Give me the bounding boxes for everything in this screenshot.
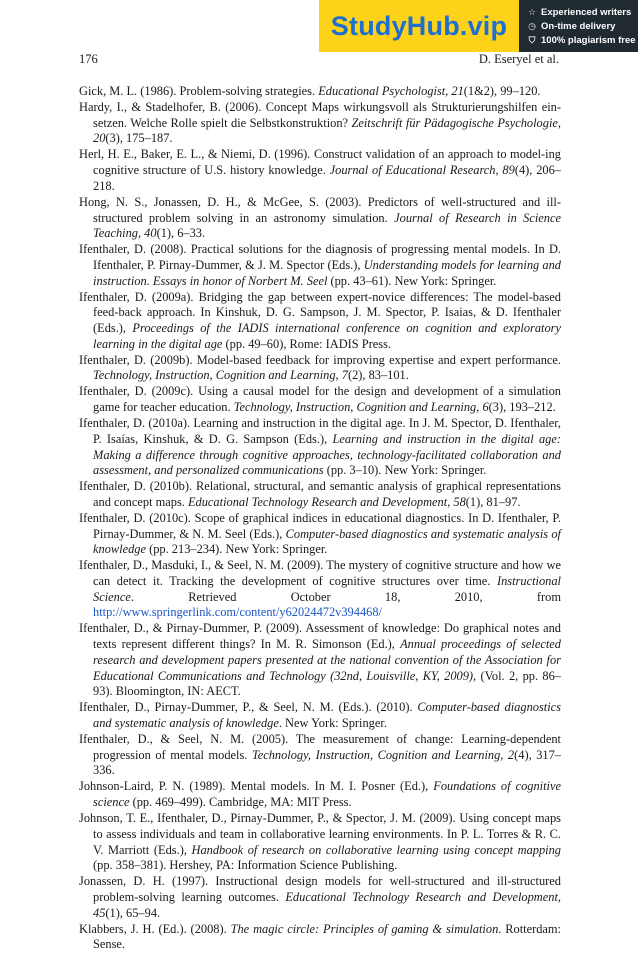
reference-text: (4), 317–336. xyxy=(93,747,561,778)
reference-text: (pp. 213–234). New York: Springer. xyxy=(146,542,328,557)
reference-entry xyxy=(79,147,561,194)
reference-source-title: Proceedings of the IADIS international conference on cognition and exploratory learning in the digital age xyxy=(93,321,561,351)
reference-entry xyxy=(79,732,561,779)
reference-source-title: Technology, Instruction, Cognition and Learning, 6 xyxy=(233,400,489,415)
reference-text: Ifenthaler, D. (2008). Practical solutions for the diagnosis of progressing mental models. In D. Ifenthaler, P. Pirnay-Dummer, & J. M. Spector (Eds.), xyxy=(79,242,561,272)
running-head: D. Eseryel et al. xyxy=(478,52,559,66)
reference-source-title: Technology, Instruction, Cognition and Learning, 7 xyxy=(93,368,348,383)
reference-entry xyxy=(79,416,561,479)
reference-text: (pp. 358–381). Hershey, PA: Information Science Publishing. xyxy=(93,858,398,873)
reference-text: Ifenthaler, D. (2009a). Bridging the gap between expert-novice differences: The model-based feed-back approach. In Kinshuk, D. G. Sampson, J. M. Spector, P. Isaias, & D. Ifenthaler (Eds.), xyxy=(79,289,561,336)
reference-text: (1), 65–94. xyxy=(105,905,161,920)
reference-entry xyxy=(79,384,561,415)
reference-source-title: Annual proceedings of selected research and development papers presented at the national convention of the Association for Educational Communications and Technology (32nd, Louisville, KY, 2009) xyxy=(93,637,561,683)
reference-text: Ifenthaler, D., Masduki, I., & Seel, N. M. (2009). The mystery of cognitive structure and how we can detect it. Tracking the development of cognitive structures over time. xyxy=(79,558,561,589)
reference-text: Hardy, I., & Stadelhofer, B. (2006). Concept Maps wirkungsvoll als Strukturierungshilfen ein-setzen. Welche Rolle spielt die Selbstkonstruktion? xyxy=(79,100,561,130)
reference-text: (2), 83–101. xyxy=(347,368,409,383)
reference-source-title: The magic circle: Principles of gaming & simulation xyxy=(230,921,499,936)
reference-text: Klabbers, J. H. (Ed.). (2008). xyxy=(79,921,231,936)
reference-text: Ifenthaler, D., Pirnay-Dummer, P., & Seel, N. M. (Eds.). (2010). xyxy=(79,700,418,715)
reference-text: Ifenthaler, D. (2010b). Relational, structural, and semantic analysis of graphical representations and concept maps. xyxy=(79,479,561,509)
reference-entry xyxy=(79,100,561,147)
reference-text: Herl, H. E., Baker, E. L., & Niemi, D. (1996). Construct validation of an approach to model-ing cognitive structure of U.S. history knowledge. xyxy=(79,147,561,178)
reference-url-link[interactable]: http://www.springerlink.com/content/y62024472v394468/ xyxy=(93,605,382,620)
reference-entry xyxy=(79,84,561,100)
reference-entry xyxy=(79,922,561,953)
reference-text: (1), 81–97. xyxy=(465,494,521,509)
reference-entry xyxy=(79,621,561,700)
reference-text: Ifenthaler, D. (2009c). Using a causal model for the design and development of a simulation game for teacher education. xyxy=(79,384,561,415)
shield-icon: ⛉ xyxy=(528,34,536,45)
reference-source-title: Journal of Research in Science Teaching, 40 xyxy=(93,210,561,241)
reference-text: (pp. 469–499). Cambridge, MA: MIT Press. xyxy=(129,795,352,810)
ad-banner[interactable] xyxy=(319,0,638,52)
reference-source-title: Understanding models for learning and instruction. Essays in honor of Norbert M. Seel xyxy=(93,257,562,288)
reference-text: (3), 193–212. xyxy=(488,400,556,415)
reference-text: (4), 206–218. xyxy=(93,163,561,193)
ad-feature-label: Experienced writers xyxy=(541,6,632,18)
reference-source-title: Educational Psychologist, 21 xyxy=(318,84,464,98)
reference-source-title: Educational Technology Research and Development, 58 xyxy=(187,494,466,509)
reference-text: (1), 6–33. xyxy=(156,226,206,241)
reference-source-title: Handbook of research on collaborative learning using concept mapping xyxy=(191,842,561,857)
ad-feature-item xyxy=(527,21,638,32)
reference-source-title: Learning and instruction in the digital age: Making a difference through cognitive approaches, technology-facilitated collaboration and assessment, and personalized communications xyxy=(93,431,561,478)
reference-text: . Retrieved October 18, 2010, from xyxy=(130,589,561,604)
reference-text: Johnson-Laird, P. N. (1989). Mental models. In M. I. Posner (Ed.), xyxy=(79,779,434,794)
reference-text: Ifenthaler, D. (2010c). Scope of graphical indices in educational diagnostics. In D. Ifenthaler, P. Pirnay-Dummer, & N. M. Seel (Eds.), xyxy=(79,510,561,541)
reference-entry xyxy=(79,779,561,810)
clock-icon: ◷ xyxy=(528,20,536,31)
star-icon: ☆ xyxy=(527,6,537,17)
reference-entry xyxy=(79,195,561,242)
reference-text: (pp. 43–61). New York: Springer. xyxy=(327,273,497,288)
reference-entry xyxy=(79,479,561,510)
reference-entry xyxy=(79,353,561,384)
reference-source-title: Journal of Educational Research, 89 xyxy=(329,163,515,178)
ad-feature-label: 100% plagiarism free xyxy=(541,34,636,46)
ad-feature-label: On-time delivery xyxy=(541,20,616,32)
reference-source-title: Educational Technology Research and Development, 45 xyxy=(93,889,561,920)
reference-text: (pp. 49–60), Rome: IADIS Press. xyxy=(222,336,392,351)
reference-source-title: Technology, Instruction, Cognition and Learning, 2 xyxy=(251,747,515,762)
reference-text: Ifenthaler, D., & Seel, N. M. (2005). The measurement of change: Learning-dependent progression of mental models. xyxy=(79,731,561,762)
reference-text: (3), 175–187. xyxy=(105,131,173,146)
ad-feature-list xyxy=(519,0,638,52)
reference-text: Ifenthaler, D., & Pirnay-Dummer, P. (2009). Assessment of knowledge: Do graphical notes and texts represent different things? In M. R. Simonson (Ed.), xyxy=(79,621,561,652)
reference-entry xyxy=(79,700,561,731)
reference-text: Jonassen, D. H. (1997). Instructional design models for well-structured and ill-structured problem-solving learning outcomes. xyxy=(79,874,561,904)
reference-source-title: Foundations of cognitive science xyxy=(93,779,561,810)
ad-feature-item xyxy=(527,35,638,46)
reference-text: , (Vol. 2, pp. 86–93). Bloomington, IN: AECT. xyxy=(93,668,561,699)
reference-entry xyxy=(79,290,561,353)
reference-text: (pp. 3–10). New York: Springer. xyxy=(323,463,487,478)
reference-text: . Rotterdam: Sense. xyxy=(93,921,561,952)
reference-source-title: Computer-based diagnostics and systematic analysis of knowledge xyxy=(93,700,561,730)
reference-text: Gick, M. L. (1986). Problem-solving strategies. xyxy=(79,84,319,98)
ad-brand-logo[interactable]: StudyHub.vip xyxy=(319,0,519,52)
reference-source-title: Zeitschrift für Pädagogische Psychologie, 20 xyxy=(93,115,561,146)
reference-entry xyxy=(79,558,561,621)
reference-text: (1&2), 99–120. xyxy=(463,84,541,98)
reference-entry xyxy=(79,511,561,558)
reference-entry xyxy=(79,811,561,874)
reference-text: Hong, N. S., Jonassen, D. H., & McGee, S. (2003). Predictors of well-structured and ill-structured problem solving in an astronomy simulation. xyxy=(79,194,561,225)
reference-source-title: Instructional Science xyxy=(93,574,561,604)
reference-text: Ifenthaler, D. (2009b). Model-based feedback for improving expertise and expert performance. xyxy=(79,352,561,367)
reference-source-title: Computer-based diagnostics and systematic analysis of knowledge xyxy=(93,526,561,557)
reference-entry xyxy=(79,874,561,921)
reference-text: . New York: Springer. xyxy=(278,715,387,730)
reference-list xyxy=(79,84,561,953)
ad-feature-item xyxy=(527,7,638,18)
reference-entry xyxy=(79,242,561,289)
reference-text: Ifenthaler, D. (2010a). Learning and instruction in the digital age. In J. M. Spector, D. Ifenthaler, P. Isaías, Kinshuk, & D. G. Sampson (Eds.), xyxy=(79,416,561,446)
page-number: 176 xyxy=(79,52,98,66)
reference-text: Johnson, T. E., Ifenthaler, D., Pirnay-Dummer, P., & Spector, J. M. (2009). Using concept maps to assess individuals and team in collaborative learning environments. In P. L. Torres & R. C. V. Marriott (Eds.), xyxy=(79,811,561,857)
